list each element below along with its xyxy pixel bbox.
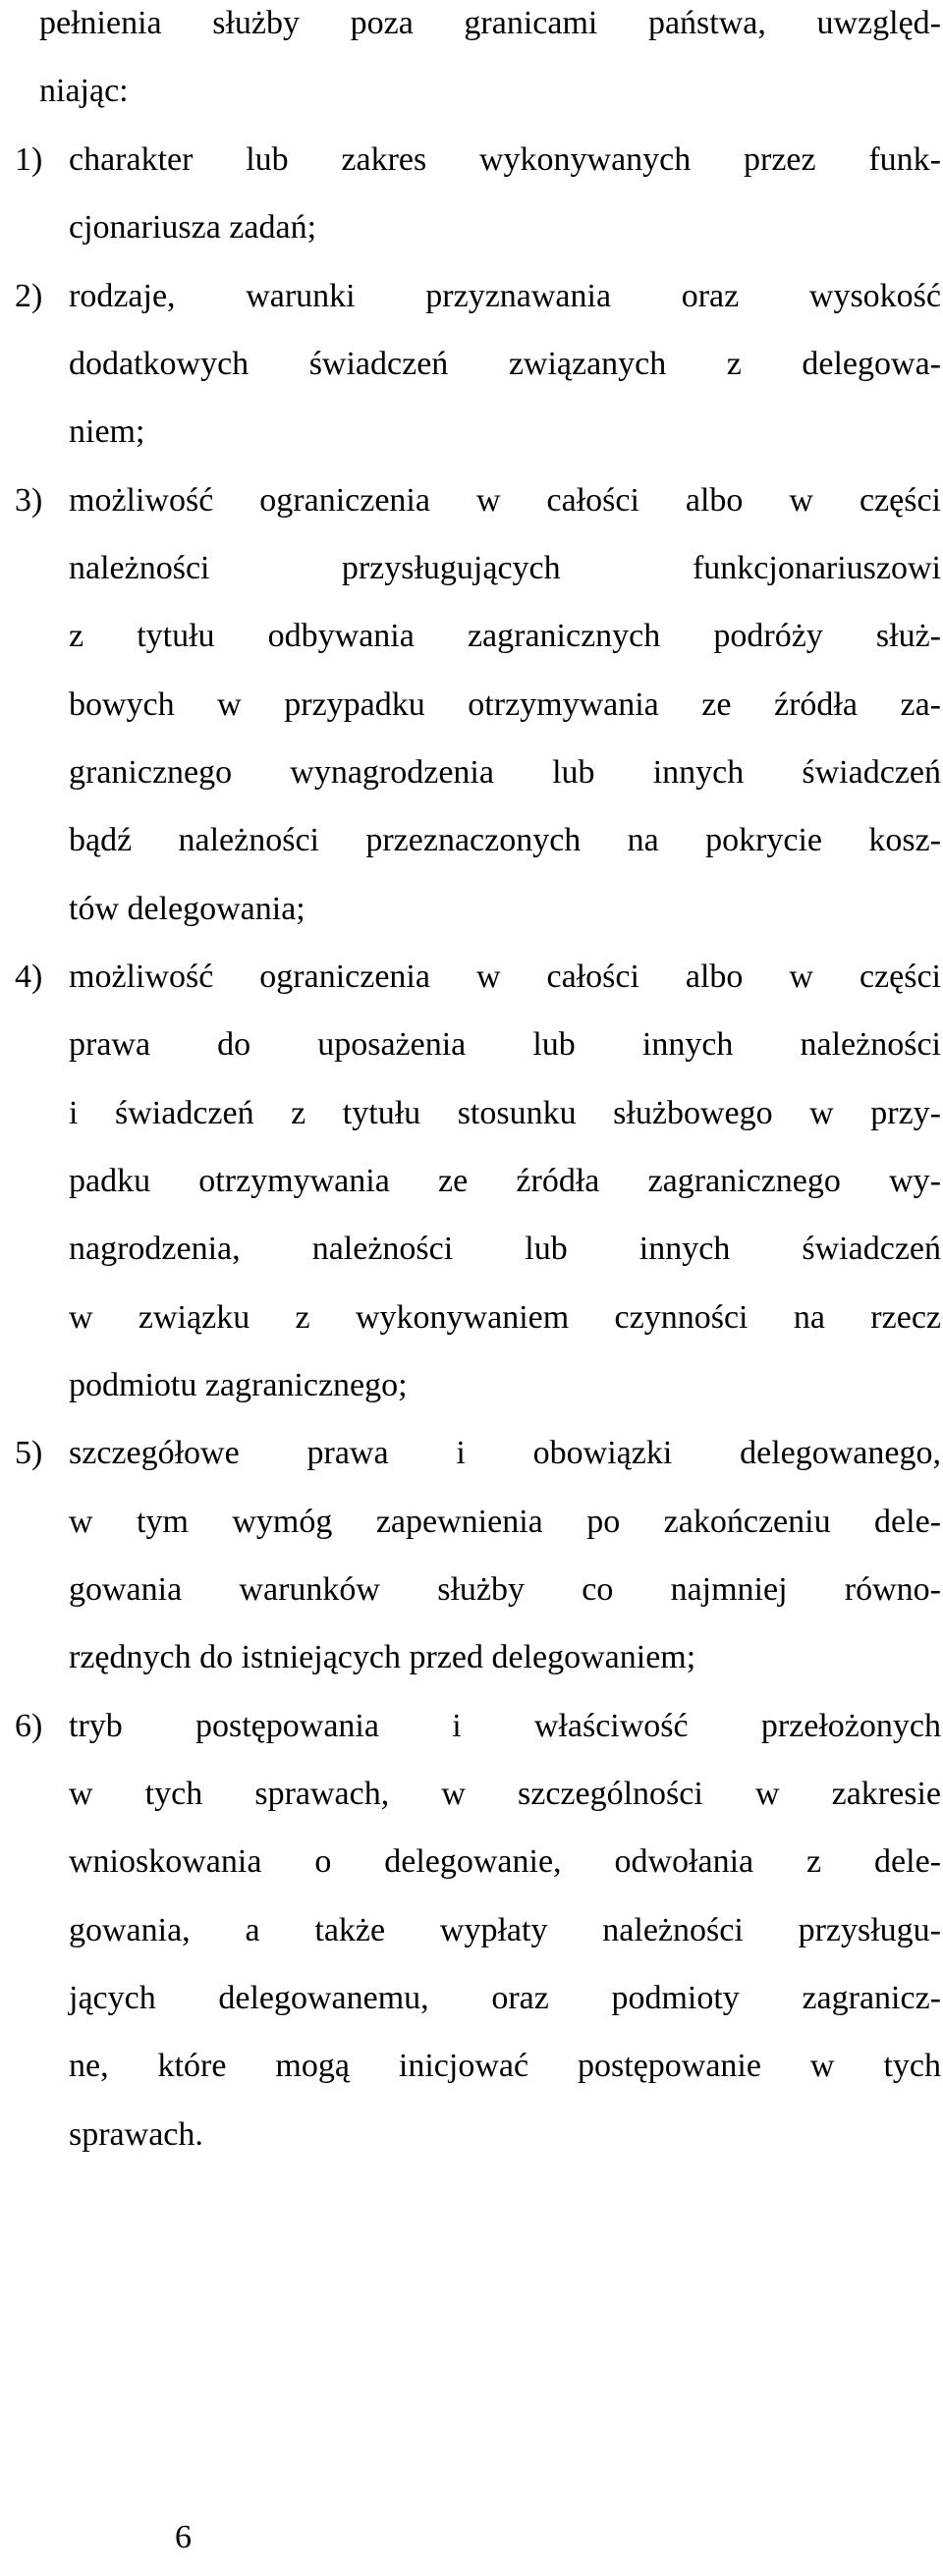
item-line: nagrodzenia, należności lub innych świadczeń (69, 1231, 941, 1267)
item-line: charakter lub zakres wykonywanych przez funk- (69, 141, 941, 178)
item-line: jących delegowanemu, oraz podmioty zagranicz- (69, 1980, 941, 2016)
item-line: możliwość ograniczenia w całości albo w części (69, 482, 941, 519)
item-line: granicznego wynagrodzenia lub innych świadczeń (69, 754, 941, 791)
item-line: ne, które mogą inicjować postępowanie w tych (69, 2048, 941, 2084)
item-number: 6) (15, 1708, 43, 1744)
item-number: 5) (15, 1435, 43, 1471)
item-line: w tych sprawach, w szczególności w zakresie (69, 1776, 941, 1812)
item-line: bądź należności przeznaczonych na pokrycie kosz- (69, 822, 941, 858)
intro-line: pełnienia służby poza granicami państwa, uwzględ- (39, 5, 941, 41)
item-number: 1) (15, 141, 43, 178)
page-number: 6 (175, 2519, 192, 2555)
item-line: w związku z wykonywaniem czynności na rzecz (69, 1299, 941, 1336)
item-line: podmiotu zagranicznego; (69, 1367, 408, 1403)
item-line: tów delegowania; (69, 891, 305, 927)
item-line: bowych w przypadku otrzymywania ze źródła za- (69, 686, 941, 723)
item-number: 3) (15, 482, 43, 519)
item-line: prawa do uposażenia lub innych należności (69, 1026, 941, 1063)
item-line: gowania, a także wypłaty należności przysługu- (69, 1912, 941, 1948)
item-line: i świadczeń z tytułu stosunku służbowego w przy- (69, 1095, 941, 1131)
item-line: padku otrzymywania ze źródła zagranicznego wy- (69, 1163, 941, 1199)
item-number: 2) (15, 278, 43, 314)
item-line: rodzaje, warunki przyznawania oraz wysokość (69, 278, 941, 314)
intro-line: niając: (39, 73, 129, 109)
item-line: rzędnych do istniejących przed delegowaniem; (69, 1639, 696, 1675)
item-line: wnioskowania o delegowanie, odwołania z dele- (69, 1843, 941, 1880)
item-line: gowania warunków służby co najmniej równo- (69, 1571, 941, 1608)
item-number: 4) (15, 959, 43, 995)
item-line: należności przysługujących funkcjonariuszowi (69, 550, 941, 586)
item-line: cjonariusza zadań; (69, 209, 317, 246)
item-line: dodatkowych świadczeń związanych z delegowa- (69, 346, 941, 382)
item-line: w tym wymóg zapewnienia po zakończeniu dele- (69, 1504, 941, 1540)
item-line: szczegółowe prawa i obowiązki delegowanego, (69, 1435, 941, 1471)
item-line: możliwość ograniczenia w całości albo w części (69, 959, 941, 995)
item-line: z tytułu odbywania zagranicznych podróży służ- (69, 618, 941, 654)
item-line: niem; (69, 413, 145, 450)
item-line: sprawach. (69, 2116, 203, 2153)
item-line: tryb postępowania i właściwość przełożonych (69, 1708, 941, 1744)
